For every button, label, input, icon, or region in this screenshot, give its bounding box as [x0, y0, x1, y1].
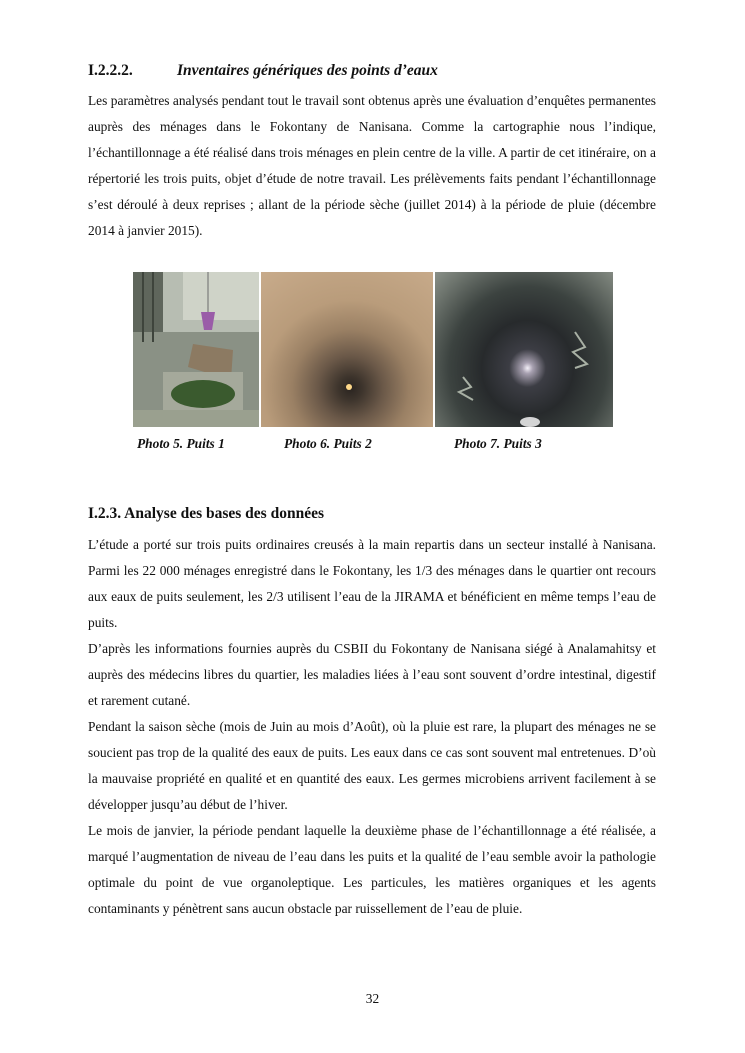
- section-heading-analyse: I.2.3. Analyse des bases des données: [88, 505, 324, 522]
- page-number: 32: [365, 991, 380, 1006]
- well-1-image: [133, 272, 259, 427]
- photo-puits-3: [435, 272, 613, 427]
- caption-photo-6: Photo 6. Puits 2: [284, 436, 372, 451]
- analyse-paragraph-2: D’après les informations fournies auprès du CSBII du Fokontany de Nanisana siégé à Analamahitsy et auprès des médecins libres du quartier, les maladies liées à l’eau sont souvent d’ordre intestinal, digestif et rarement cutané.: [88, 641, 656, 708]
- photo-puits-2: [261, 272, 433, 427]
- photo-puits-1: [133, 272, 259, 427]
- analyse-paragraph-3: Pendant la saison sèche (mois de Juin au mois d’Août), où la pluie est rare, la plupart des ménages ne se soucient pas trop de la qualité des eaux de puits. Les eaux dans ce cas sont souvent mal entretenues. D’où la mauvaise propriété en qualité et en quantité des eaux. Les germes microbiens arrivent facilement à se développer jusqu’au début de l’hiver.: [88, 719, 656, 812]
- section-heading-inventaires: [88, 62, 438, 80]
- analyse-paragraph-1: L’étude a porté sur trois puits ordinaires creusés à la main repartis dans un secteur installé à Nanisana. Parmi les 22 000 ménages enregistré dans le Fokontany, les 1/3 des ménages dans le quartier ont recours aux eaux de puits seulement, les 2/3 utilisent l’eau de la JIRAMA et bénéficient en même temps l’eau de puits.: [88, 537, 656, 630]
- caption-photo-5: Photo 5. Puits 1: [137, 436, 225, 451]
- caption-photo-7: Photo 7. Puits 3: [454, 436, 542, 451]
- well-3-image: [435, 272, 613, 427]
- inventaires-paragraph: Les paramètres analysés pendant tout le travail sont obtenus après une évaluation d’enquêtes permanentes auprès des ménages dans le Fokontany de Nanisana. Comme la cartographie nous l’indique, l’échantillonnage a été réalisé dans trois ménages en plein centre de la ville. A partir de cet itinéraire, on a répertorié les trois puits, objet d’étude de notre travail. Les prélèvements faits pendant l’échantillonnage s’est déroulé à deux reprises ; allant de la période sèche (juillet 2014) à la période de pluie (décembre 2014 à janvier 2015).: [88, 93, 656, 238]
- well-2-image: [261, 272, 433, 427]
- section-number: I.2.2.2.: [88, 62, 133, 79]
- section-title: Inventaires génériques des points d’eaux: [177, 62, 438, 79]
- analyse-body: [88, 532, 656, 922]
- analyse-paragraph-4: Le mois de janvier, la période pendant laquelle la deuxième phase de l’échantillonnage a été réalisée, a marqué l’augmentation de niveau de l’eau dans les puits et la qualité de l’eau semble avoir la pathologie optimale du point de vue organoleptique. Les particules, les matières organiques et les agents contaminants y pénètrent sans aucun obstacle par ruissellement de l’eau de pluie.: [88, 823, 656, 916]
